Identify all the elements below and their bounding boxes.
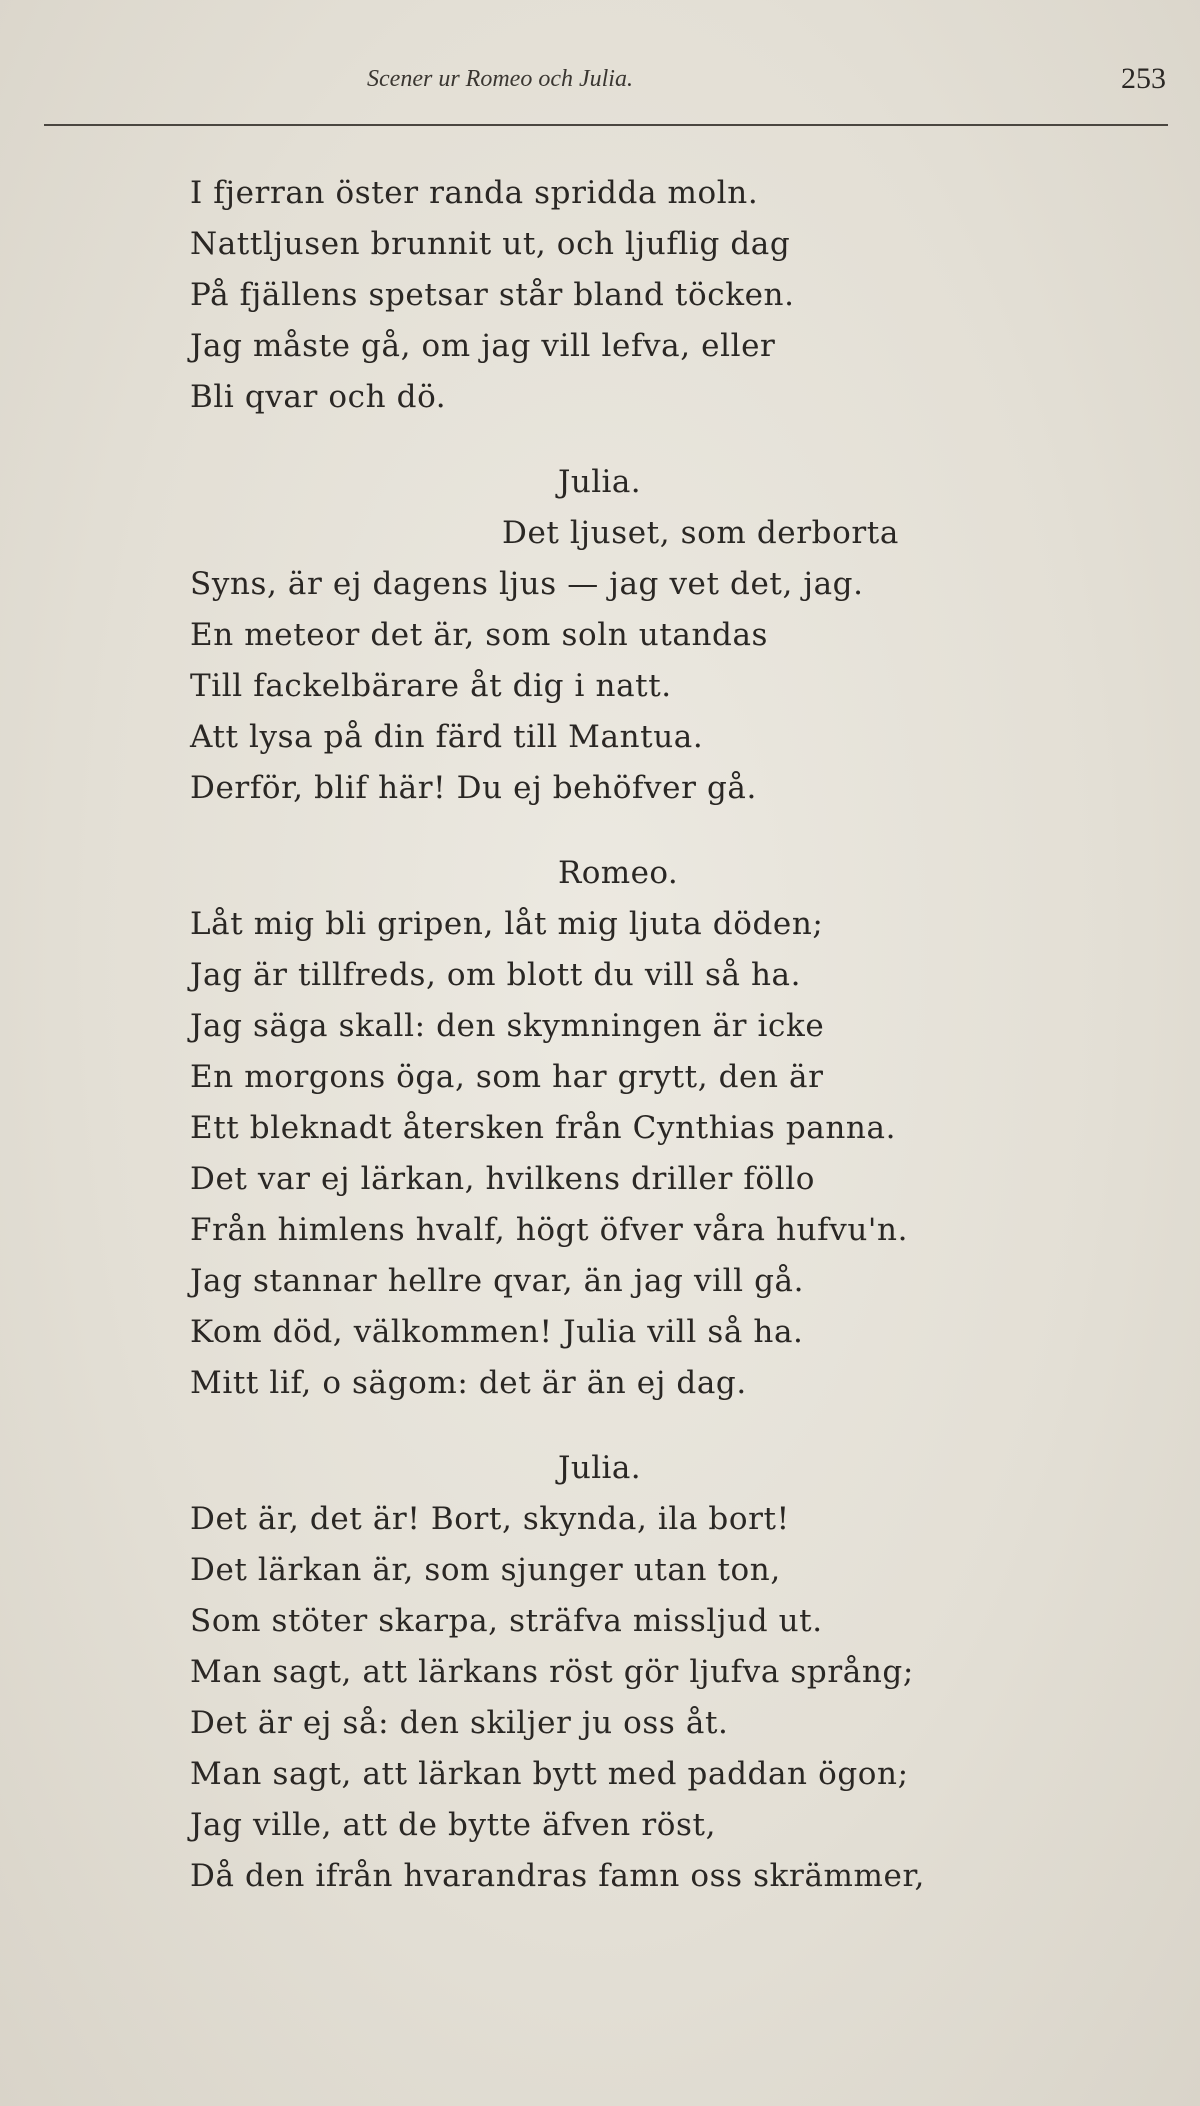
- verse-line: Kom död, välkommen! Julia vill så ha.: [190, 1314, 804, 1350]
- verse-line: Från himlens hvalf, högt öfver våra hufvu'n.: [190, 1212, 909, 1248]
- verse-line: Det var ej lärkan, hvilkens driller föllo: [190, 1161, 815, 1197]
- speaker-name: Romeo.: [558, 855, 679, 891]
- verse-line: I fjerran öster randa spridda moln.: [190, 175, 759, 211]
- verse-text: [190, 168, 1090, 1902]
- verse-line: Till fackelbärare åt dig i natt.: [190, 668, 672, 704]
- verse-block: [190, 1443, 1090, 1902]
- verse-line: Mitt lif, o sägom: det är än ej dag.: [190, 1365, 747, 1401]
- verse-line: Jag ville, att de bytte äfven röst,: [190, 1807, 717, 1843]
- verse-line: Jag stannar hellre qvar, än jag vill gå.: [190, 1263, 805, 1299]
- verse-block: [190, 457, 1090, 814]
- page-header: [0, 58, 1200, 108]
- verse-block: [190, 168, 1090, 423]
- verse-line: Det lärkan är, som sjunger utan ton,: [190, 1552, 781, 1588]
- verse-line: På fjällens spetsar står bland töcken.: [190, 277, 795, 313]
- verse-line: Det är ej så: den skiljer ju oss åt.: [190, 1705, 729, 1741]
- running-title: Scener ur Romeo och Julia.: [367, 66, 633, 92]
- verse-line: Jag är tillfreds, om blott du vill så ha.: [190, 957, 802, 993]
- verse-line: Man sagt, att lärkan bytt med paddan ögon;: [190, 1756, 909, 1792]
- verse-line: Syns, är ej dagens ljus — jag vet det, jag.: [190, 566, 864, 602]
- page-number: 253: [1121, 62, 1166, 95]
- verse-line: Då den ifrån hvarandras famn oss skrämmer,: [190, 1858, 925, 1894]
- verse-line: Jag säga skall: den skymningen är icke: [190, 1008, 825, 1044]
- verse-line: Att lysa på din färd till Mantua.: [190, 719, 704, 755]
- header-rule: [44, 124, 1168, 126]
- verse-line: Som stöter skarpa, sträfva missljud ut.: [190, 1603, 823, 1639]
- verse-line: Jag måste gå, om jag vill lefva, eller: [190, 328, 776, 364]
- speaker-name: Julia.: [558, 464, 641, 500]
- verse-block: [190, 848, 1090, 1409]
- verse-line: Det ljuset, som derborta: [502, 515, 899, 551]
- verse-line: Det är, det är! Bort, skynda, ila bort!: [190, 1501, 790, 1537]
- verse-line: Man sagt, att lärkans röst gör ljufva språng;: [190, 1654, 914, 1690]
- verse-line: Derför, blif här! Du ej behöfver gå.: [190, 770, 757, 806]
- verse-line: Ett bleknadt återsken från Cynthias panna.: [190, 1110, 897, 1146]
- verse-line: En meteor det är, som soln utandas: [190, 617, 769, 653]
- verse-line: En morgons öga, som har grytt, den är: [190, 1059, 824, 1095]
- verse-line: Låt mig bli gripen, låt mig ljuta döden;: [190, 906, 824, 942]
- verse-line: Nattljusen brunnit ut, och ljuflig dag: [190, 226, 791, 262]
- verse-line: Bli qvar och dö.: [190, 379, 447, 415]
- speaker-name: Julia.: [558, 1450, 641, 1486]
